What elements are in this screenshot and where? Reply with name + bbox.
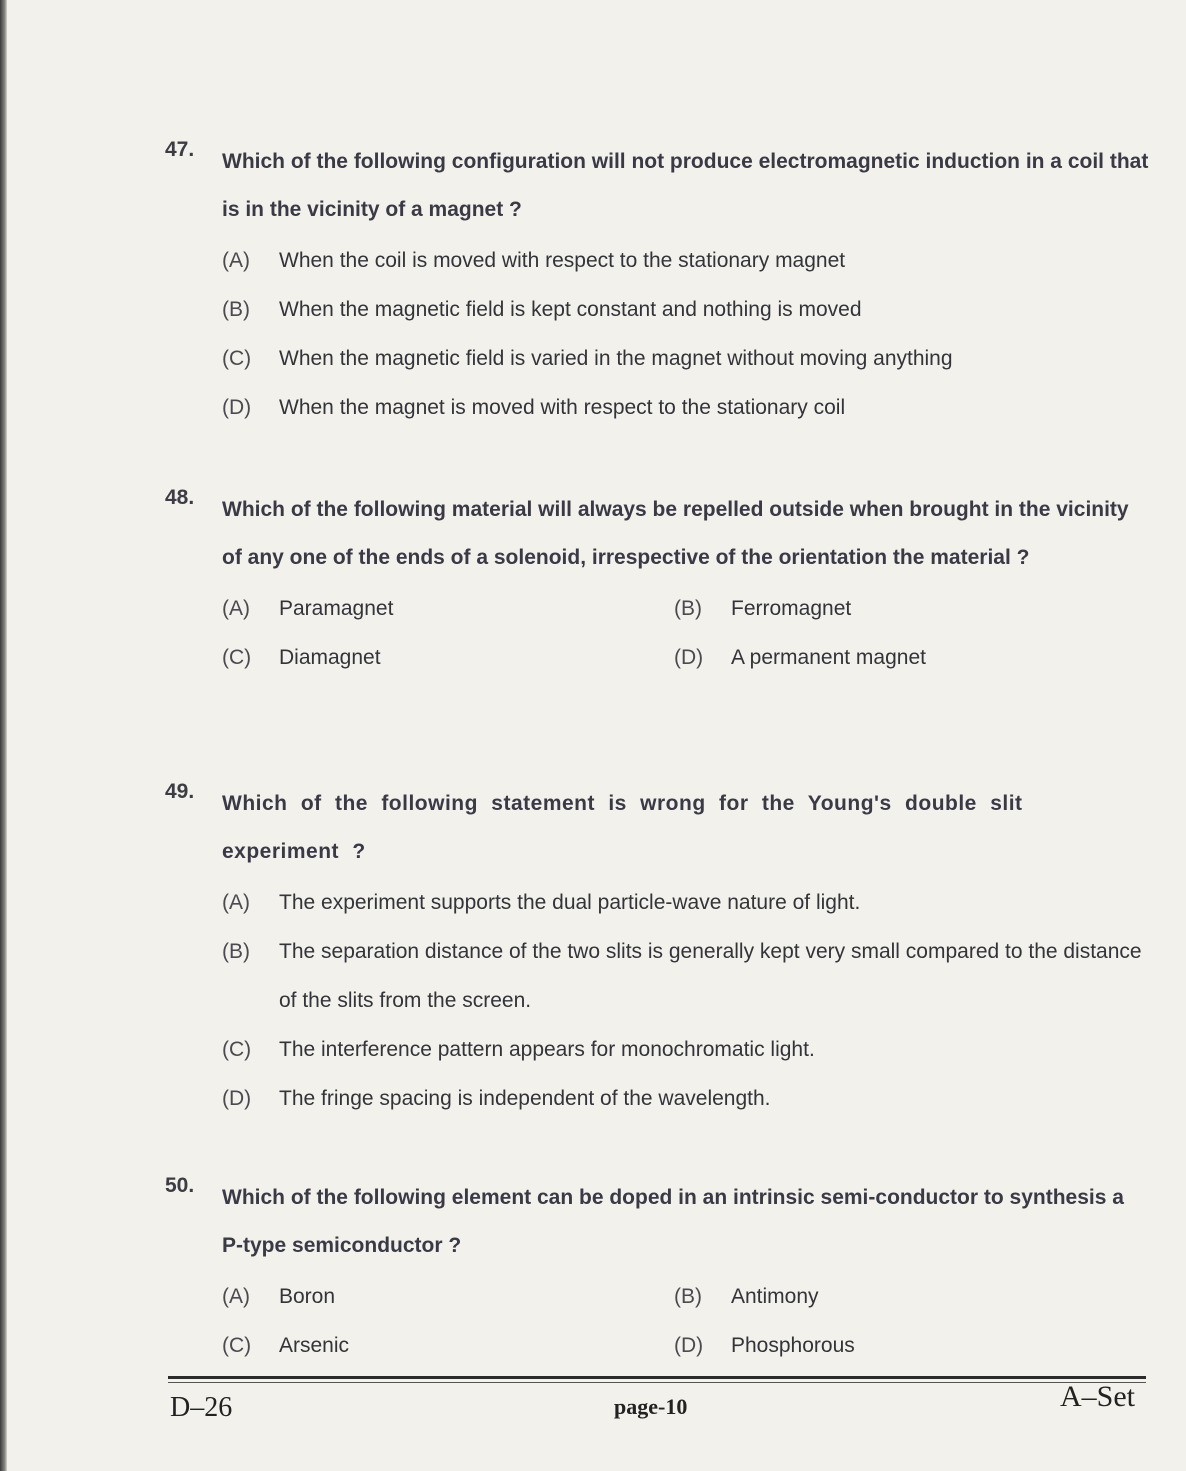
footer-divider bbox=[168, 1376, 1146, 1379]
question-text: Which of the following statement is wrong for the Young's double slit experiment ? bbox=[222, 792, 1023, 863]
question-text: Which of the following element can be doped in an intrinsic semi-conductor to synthesis a P-type semiconductor ? bbox=[222, 1186, 1124, 1257]
option-b: (B) Antimony bbox=[674, 1285, 819, 1308]
page-number: page-10 bbox=[614, 1394, 688, 1419]
option-d: (D) Phosphorous bbox=[674, 1334, 855, 1357]
option-d: (D) When the magnet is moved with respect to the stationary coil bbox=[222, 396, 846, 419]
option-c: (C) When the magnetic field is varied in the magnet without moving anything bbox=[222, 347, 953, 370]
option-c: (C) Arsenic bbox=[222, 1334, 350, 1357]
set-label: A–Set bbox=[1060, 1380, 1135, 1413]
option-a: (A) When the coil is moved with respect to the stationary magnet bbox=[222, 249, 846, 272]
options-grid bbox=[222, 584, 1150, 682]
question-number: 49. bbox=[165, 780, 195, 803]
question-number: 47. bbox=[165, 138, 195, 161]
option-c: (C) Diamagnet bbox=[222, 646, 381, 669]
options-grid bbox=[222, 1272, 1150, 1370]
option-c: (C) The interference pattern appears for monochromatic light. bbox=[222, 1038, 815, 1061]
options-list bbox=[222, 878, 1150, 1123]
option-b: (B) Ferromagnet bbox=[674, 597, 852, 620]
option-d: (D) The fringe spacing is independent of the wavelength. bbox=[222, 1087, 771, 1110]
option-b: (B) The separation distance of the two slits is generally kept very small compared to the distance of the slits from the screen. bbox=[222, 940, 1142, 1012]
question-47 bbox=[165, 138, 1150, 432]
question-number: 48. bbox=[165, 486, 195, 509]
options-list bbox=[222, 236, 1150, 432]
paper-code: D–26 bbox=[170, 1392, 233, 1423]
question-50 bbox=[165, 1174, 1150, 1370]
option-d: (D) A permanent magnet bbox=[674, 646, 926, 669]
option-a: (A) Boron bbox=[222, 1285, 336, 1308]
option-a: (A) Paramagnet bbox=[222, 597, 394, 620]
question-48 bbox=[165, 486, 1150, 682]
option-a: (A) The experiment supports the dual particle-wave nature of light. bbox=[222, 891, 861, 914]
question-text: Which of the following material will always be repelled outside when brought in the vicinity of any one of the ends of a solenoid, irrespective of the orientation the material ? bbox=[222, 498, 1129, 569]
question-49 bbox=[165, 780, 1150, 1123]
question-number: 50. bbox=[165, 1174, 195, 1197]
question-text: Which of the following configuration will not produce electromagnetic induction in a coil that is in the vicinity of a magnet ? bbox=[222, 150, 1149, 221]
option-b: (B) When the magnetic field is kept constant and nothing is moved bbox=[222, 298, 862, 321]
footer-divider-thin bbox=[168, 1382, 1146, 1383]
